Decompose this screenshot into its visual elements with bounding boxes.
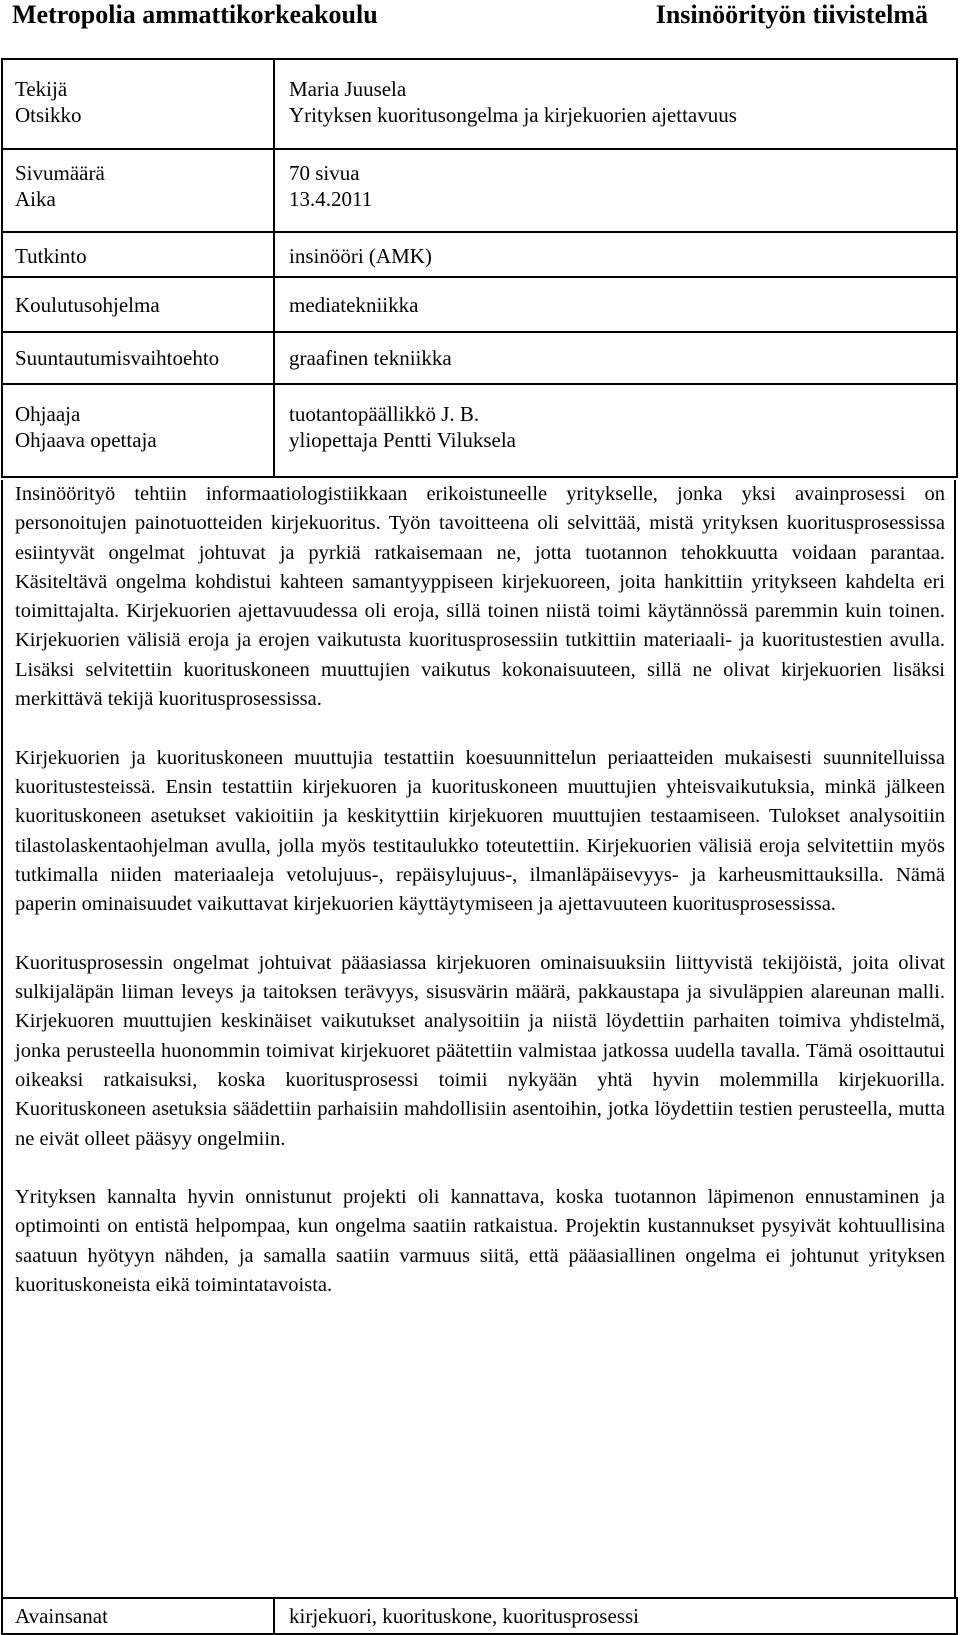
value-instructor: yliopettaja Pentti Viluksela: [289, 428, 516, 452]
value-author: Maria Juusela: [289, 77, 407, 101]
value-programme: mediatekniikka: [289, 293, 419, 317]
meta-row-degree: [2, 232, 957, 277]
meta-row-author-title: [2, 59, 957, 149]
meta-row-pages-date: [2, 149, 957, 232]
abstract-paragraph: Kuoritusprosessin ongelmat johtuivat pääasiassa kirjekuoren ominaisuuksiin liittyvistä tekijöistä, joita olivat sulkijaläpän liiman leveys ja taitoksen terävyys, sisusvärin määrä, pakkaustapa ja sivuläppien alareunan malli. Kirjekuoren muuttujien keskinäiset vaikutukset analysoitiin ja niistä löydettiin parhaiten toimiva yhdistelmä, jonka perusteella huonommin toimivat kirjekuoret päätettiin valmistaa jatkossa uudella tavalla. Tämä osoittautui oikeaksi ratkaisuksi, koska kuoritusprosessi toimii nykyään yhtä hyvin molemmilla kirjekuorilla. Kuorituskoneen asetuksia säädettiin parhaisiin mahdollisiin asentoihin, jotka löydettiin testien perusteella, mutta ne eivät olleet pääsyy ongelmiin.: [15, 951, 945, 1150]
label-author: Tekijä: [15, 77, 68, 101]
page-header: [0, 0, 960, 58]
meta-values: [274, 59, 957, 149]
value-title: Yrityksen kuoritusongelma ja kirjekuorien ajettavuus: [289, 103, 737, 127]
keywords-value: kirjekuori, kuorituskone, kuoritusprosessi: [274, 1598, 957, 1634]
school-name: Metropolia ammattikorkeakoulu: [12, 0, 378, 29]
label-date: Aika: [15, 187, 56, 211]
abstract-box: [1, 480, 956, 1597]
keywords-table: [1, 1597, 958, 1635]
metadata-table: [1, 58, 958, 478]
meta-row-specialisation: [2, 332, 957, 384]
keywords-row: [2, 1598, 957, 1634]
meta-labels: [2, 332, 274, 384]
label-supervisor: Ohjaaja: [15, 402, 81, 426]
label-programme: Koulutusohjelma: [15, 293, 160, 317]
label-instructor: Ohjaava opettaja: [15, 428, 157, 452]
abstract-paragraph: Yrityksen kannalta hyvin onnistunut projekti oli kannattava, koska tuotannon läpimenon ennustaminen ja optimointi on entistä helpompaa, kun ongelma saatiin ratkaistua. Projektin kustannukset pysyivät kohtuullisina saatuun hyötyyn nähden, ja samalla saatiin varmuus siitä, että pääasiallinen ongelma ei johtunut yrityksen kuorituskoneista eikä toimintatavoista.: [15, 1186, 945, 1297]
value-degree: insinööri (AMK): [289, 244, 432, 268]
meta-labels: [2, 149, 274, 232]
label-specialisation: Suuntautumisvaihtoehto: [15, 346, 220, 370]
abstract-paragraph: Insinöörityö tehtiin informaatiologistiikkaan erikoistuneelle yritykselle, jonka yksi avainprosessi on personoitujen painotuotteiden kirjekuoritus. Työn tavoitteena oli selvittää, mistä yrityksen kuoritusprosessissa esiintyvät ongelmat johtuvat ja pyrkiä ratkaisemaan ne, jotta tuotannon tehokkuutta voidaan parantaa. Käsiteltävä ongelma kohdistui kahteen samantyyppiseen kirjekuoreen, joita hankittiin yritykseen kahdelta eri toimittajalta. Kirjekuorien ajettavuudessa oli eroja, sillä toinen niistä toimi käytännössä paremmin kuin toinen. Kirjekuorien välisiä eroja ja erojen vaikutusta kuoritusprosessiin tutkittiin materiaali- ja kuoritustestien avulla. Lisäksi selvitettiin kuorituskoneen muuttujien vaikutus kokonaisuuteen, sillä ne olivat kirjekuorien lisäksi merkittävä tekijä kuoritusprosessissa.: [15, 483, 945, 711]
value-specialisation: graafinen tekniikka: [289, 346, 452, 370]
meta-labels: [2, 232, 274, 277]
meta-values: [274, 277, 957, 332]
label-degree: Tutkinto: [15, 244, 87, 268]
keywords-label: Avainsanat: [2, 1598, 274, 1634]
document-type-title: Insinöörityön tiivistelmä: [655, 0, 928, 29]
meta-values: [274, 332, 957, 384]
label-pages: Sivumäärä: [15, 161, 105, 185]
abstract-text: [15, 480, 945, 1300]
meta-values: [274, 384, 957, 477]
meta-labels: [2, 277, 274, 332]
meta-values: [274, 149, 957, 232]
meta-labels: [2, 384, 274, 477]
value-pages: 70 sivua: [289, 161, 360, 185]
label-title: Otsikko: [15, 103, 82, 127]
meta-values: [274, 232, 957, 277]
meta-labels: [2, 59, 274, 149]
meta-row-supervisors: [2, 384, 957, 477]
abstract-paragraph: Kirjekuorien ja kuorituskoneen muuttujia testattiin koesuunnittelun periaatteiden mukaisesti suunnitelluissa kuoritustesteissä. Ensin testattiin kirjekuoren ja kuorituskoneen muuttujien yhteisvaikutuksia, minkä jälkeen kuorituskoneen asetukset vakioitiin ja keskityttiin kirjekuoren muuttujien testaamiseen. Tulokset analysoitiin tilastolaskentaohjelman avulla, jolla myös testitaulukko toteutettiin. Kirjekuorien välisiä eroja selvitettiin myös tutkimalla niiden materiaaleja vetolujuus-, repäisylujuus-, ilmanläpäisevyys- ja karheusmittauksilla. Nämä paperin ominaisuudet vaikuttavat kirjekuorien käyttäytymiseen ja ajettavuuteen kuoritusprosessissa.: [15, 746, 945, 916]
meta-row-programme: [2, 277, 957, 332]
value-supervisor: tuotantopäällikkö J. B.: [289, 402, 480, 426]
value-date: 13.4.2011: [289, 187, 373, 211]
